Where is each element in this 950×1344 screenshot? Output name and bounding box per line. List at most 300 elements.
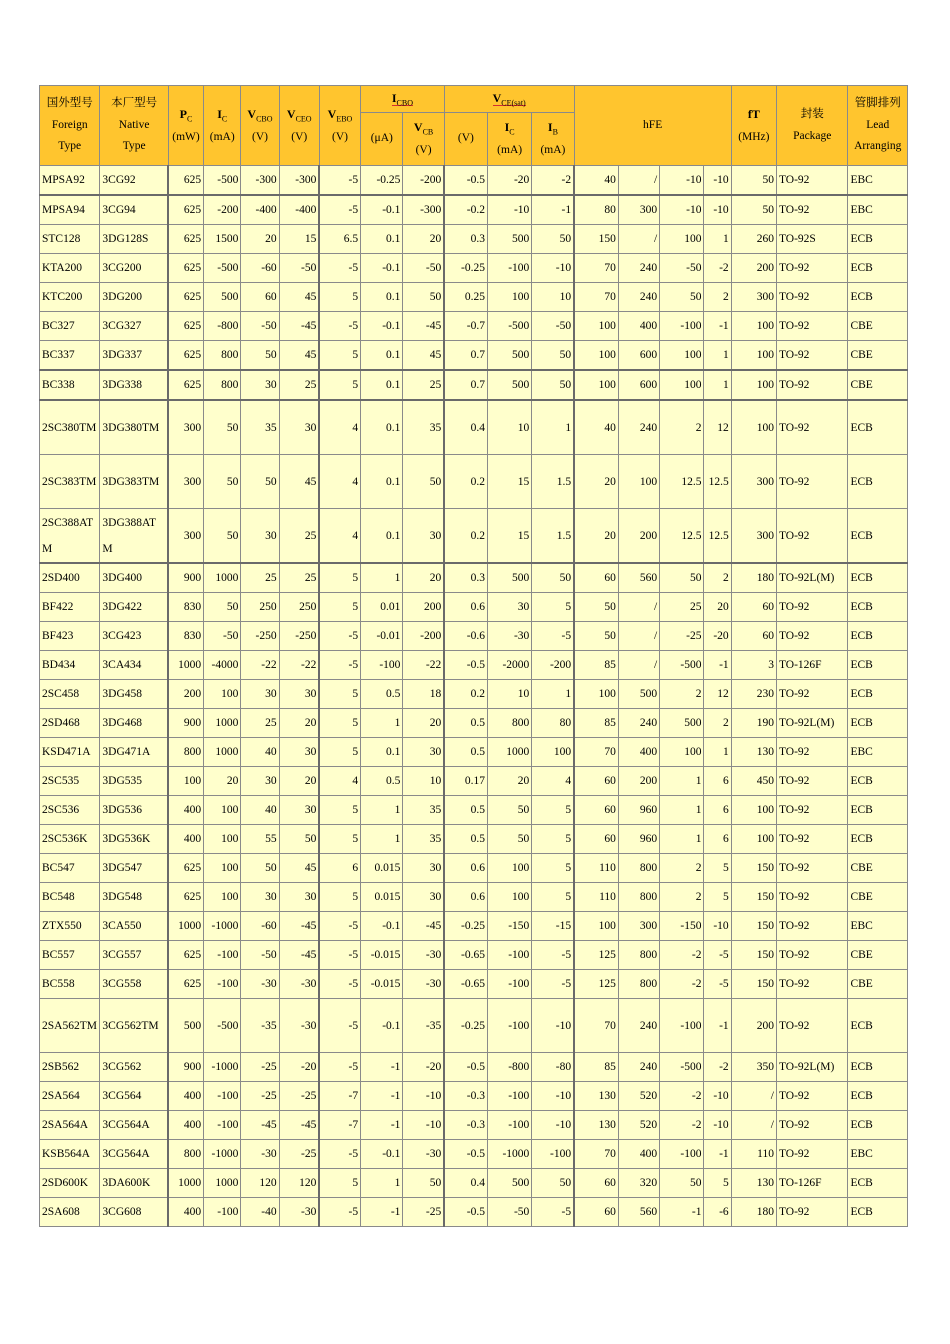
- cell-native-type: 3CA550: [100, 912, 168, 941]
- cell-native-type: 3DG536: [100, 796, 168, 825]
- cell-icbo: -0.1: [361, 999, 403, 1053]
- cell-vcb: 50: [403, 283, 444, 312]
- header-package: 封装 Package: [776, 86, 847, 166]
- cell-foreign-type: 2SD600K: [40, 1169, 100, 1198]
- cell-hfe-vce: -150: [660, 912, 704, 941]
- cell-vceo: 20: [279, 709, 319, 738]
- cell-ft: 3: [731, 651, 776, 680]
- cell-pc: 625: [168, 283, 203, 312]
- cell-vcbo: -22: [241, 651, 279, 680]
- cell-vcesat-ib: -80: [532, 1053, 574, 1082]
- cell-ft: /: [731, 1082, 776, 1111]
- cell-hfe-min: 110: [574, 883, 618, 912]
- table-header: [40, 86, 908, 166]
- cell-vcesat: -0.25: [444, 912, 487, 941]
- cell-vcesat: -0.65: [444, 970, 487, 999]
- header-vcbo: $V_{CBO}$ (V): [241, 86, 279, 166]
- cell-vcbo: 20: [241, 225, 279, 254]
- cell-vcesat: 0.7: [444, 341, 487, 371]
- cell-hfe-ic: 12.5: [704, 455, 731, 509]
- header-vcesat: $V_{CE(sat)}$: [444, 86, 574, 113]
- cell-vcesat-ic: 500: [487, 225, 531, 254]
- cell-icbo: -100: [361, 651, 403, 680]
- cell-package: TO-92S: [776, 225, 847, 254]
- cell-vcesat: -0.6: [444, 622, 487, 651]
- cell-vcbo: 50: [241, 341, 279, 371]
- cell-lead-arranging: CBE: [848, 341, 908, 371]
- cell-package: TO-92: [776, 509, 847, 564]
- header-foreign-type: 国外型号 Foreign Type: [40, 86, 100, 166]
- cell-lead-arranging: CBE: [848, 312, 908, 341]
- cell-hfe-min: 40: [574, 166, 618, 196]
- cell-ft: 60: [731, 622, 776, 651]
- cell-foreign-type: 2SC383TM: [40, 455, 100, 509]
- cell-vebo: 4: [319, 509, 360, 564]
- cell-hfe-ic: -1: [704, 651, 731, 680]
- cell-vcesat-ic: 50: [487, 796, 531, 825]
- cell-lead-arranging: CBE: [848, 970, 908, 999]
- cell-hfe-min: 80: [574, 195, 618, 225]
- cell-native-type: 3CG564A: [100, 1140, 168, 1169]
- cell-hfe-vce: 2: [660, 883, 704, 912]
- cell-native-type: 3CG200: [100, 254, 168, 283]
- cell-package: TO-92: [776, 1140, 847, 1169]
- cell-vcesat-ic: 20: [487, 767, 531, 796]
- cell-icbo: -0.1: [361, 254, 403, 283]
- cell-vcesat: 0.17: [444, 767, 487, 796]
- cell-ft: 450: [731, 767, 776, 796]
- cell-ft: 200: [731, 254, 776, 283]
- cell-vceo: -45: [279, 912, 319, 941]
- cell-lead-arranging: EBC: [848, 1140, 908, 1169]
- cell-icbo: -1: [361, 1111, 403, 1140]
- cell-package: TO-92: [776, 999, 847, 1053]
- cell-vceo: -30: [279, 970, 319, 999]
- cell-lead-arranging: ECB: [848, 509, 908, 564]
- cell-icbo: 0.1: [361, 283, 403, 312]
- cell-vcesat: 0.25: [444, 283, 487, 312]
- cell-vcesat-ib: 1: [532, 680, 574, 709]
- cell-icbo: 1: [361, 563, 403, 593]
- cell-pc: 625: [168, 254, 203, 283]
- cell-package: TO-92: [776, 1111, 847, 1140]
- cell-pc: 400: [168, 796, 203, 825]
- table-row: [40, 166, 908, 196]
- cell-hfe-vce: 100: [660, 738, 704, 767]
- table-row: [40, 593, 908, 622]
- cell-foreign-type: ZTX550: [40, 912, 100, 941]
- table-row: [40, 1169, 908, 1198]
- cell-vcesat-ib: -15: [532, 912, 574, 941]
- cell-hfe-max: 400: [618, 738, 659, 767]
- cell-ft: 100: [731, 796, 776, 825]
- cell-package: TO-92: [776, 400, 847, 455]
- cell-vceo: 45: [279, 341, 319, 371]
- cell-vcb: -10: [403, 1082, 444, 1111]
- header-native-type: 本厂型号 Native Type: [100, 86, 168, 166]
- cell-foreign-type: 2SC380TM: [40, 400, 100, 455]
- cell-hfe-vce: 100: [660, 370, 704, 400]
- cell-vcesat: -0.65: [444, 941, 487, 970]
- cell-ic: 500: [204, 283, 241, 312]
- cell-package: TO-92: [776, 166, 847, 196]
- cell-pc: 830: [168, 593, 203, 622]
- cell-vcesat-ic: 15: [487, 455, 531, 509]
- cell-vcbo: 40: [241, 738, 279, 767]
- cell-hfe-max: /: [618, 225, 659, 254]
- cell-ic: -800: [204, 312, 241, 341]
- cell-package: TO-92: [776, 854, 847, 883]
- cell-vcesat: 0.6: [444, 883, 487, 912]
- cell-vcesat-ic: 500: [487, 341, 531, 371]
- header-vebo: $V_{EBO}$ (V): [319, 86, 360, 166]
- cell-hfe-ic: -20: [704, 622, 731, 651]
- cell-ic: 50: [204, 400, 241, 455]
- cell-native-type: 3DG383TM: [100, 455, 168, 509]
- cell-vcesat-ic: -20: [487, 166, 531, 196]
- cell-ic: -100: [204, 970, 241, 999]
- cell-ft: 150: [731, 941, 776, 970]
- cell-icbo: 0.5: [361, 767, 403, 796]
- cell-hfe-min: 85: [574, 1053, 618, 1082]
- cell-vcbo: 60: [241, 283, 279, 312]
- cell-native-type: 3DA600K: [100, 1169, 168, 1198]
- cell-vcesat-ic: -10: [487, 195, 531, 225]
- cell-hfe-ic: 12.5: [704, 509, 731, 564]
- cell-vcb: 50: [403, 455, 444, 509]
- cell-vcesat-ib: 5: [532, 796, 574, 825]
- cell-icbo: -1: [361, 1082, 403, 1111]
- cell-native-type: 3DG422: [100, 593, 168, 622]
- cell-hfe-ic: 5: [704, 854, 731, 883]
- cell-pc: 300: [168, 455, 203, 509]
- cell-hfe-vce: 50: [660, 283, 704, 312]
- cell-vcesat: 0.2: [444, 509, 487, 564]
- cell-vcesat: -0.25: [444, 999, 487, 1053]
- cell-vcb: 35: [403, 400, 444, 455]
- cell-vebo: 5: [319, 563, 360, 593]
- cell-vcesat-ic: 10: [487, 400, 531, 455]
- header-icbo-unit: (μA): [361, 113, 403, 166]
- cell-ft: 230: [731, 680, 776, 709]
- cell-ic: -100: [204, 1082, 241, 1111]
- cell-vcesat-ib: -5: [532, 970, 574, 999]
- cell-icbo: -1: [361, 1198, 403, 1227]
- cell-ft: /: [731, 1111, 776, 1140]
- cell-hfe-vce: 2: [660, 400, 704, 455]
- cell-hfe-min: 125: [574, 970, 618, 999]
- cell-package: TO-92: [776, 341, 847, 371]
- cell-hfe-min: 100: [574, 680, 618, 709]
- cell-ic: 1000: [204, 709, 241, 738]
- cell-vcb: 10: [403, 767, 444, 796]
- cell-vcbo: -400: [241, 195, 279, 225]
- cell-vcesat: -0.3: [444, 1082, 487, 1111]
- cell-foreign-type: 2SC458: [40, 680, 100, 709]
- table-row: [40, 370, 908, 400]
- cell-vcesat-ic: 800: [487, 709, 531, 738]
- table-row: [40, 854, 908, 883]
- cell-lead-arranging: ECB: [848, 225, 908, 254]
- cell-ft: 200: [731, 999, 776, 1053]
- cell-lead-arranging: ECB: [848, 593, 908, 622]
- cell-vcbo: 25: [241, 709, 279, 738]
- cell-icbo: -0.1: [361, 912, 403, 941]
- cell-vcesat: 0.5: [444, 709, 487, 738]
- cell-lead-arranging: EBC: [848, 912, 908, 941]
- cell-native-type: 3DG536K: [100, 825, 168, 854]
- cell-vcesat-ic: -100: [487, 1082, 531, 1111]
- cell-ft: 110: [731, 1140, 776, 1169]
- cell-package: TO-92: [776, 254, 847, 283]
- cell-ic: -50: [204, 622, 241, 651]
- cell-vcesat-ib: -1: [532, 195, 574, 225]
- cell-vcesat-ib: -10: [532, 1082, 574, 1111]
- cell-lead-arranging: ECB: [848, 254, 908, 283]
- cell-vcesat-ib: 1: [532, 400, 574, 455]
- cell-vcbo: 35: [241, 400, 279, 455]
- cell-vebo: 5: [319, 709, 360, 738]
- cell-hfe-min: 150: [574, 225, 618, 254]
- cell-ic: 50: [204, 509, 241, 564]
- cell-lead-arranging: ECB: [848, 767, 908, 796]
- cell-package: TO-92: [776, 1082, 847, 1111]
- cell-hfe-max: 240: [618, 709, 659, 738]
- cell-vcesat-ic: 10: [487, 680, 531, 709]
- cell-icbo: -0.015: [361, 970, 403, 999]
- cell-native-type: 3DG547: [100, 854, 168, 883]
- cell-ft: 190: [731, 709, 776, 738]
- cell-vebo: 4: [319, 767, 360, 796]
- cell-foreign-type: BD434: [40, 651, 100, 680]
- cell-vcesat: 0.6: [444, 593, 487, 622]
- cell-hfe-vce: 500: [660, 709, 704, 738]
- cell-vcesat-ib: 50: [532, 1169, 574, 1198]
- cell-ic: 1000: [204, 563, 241, 593]
- cell-vceo: -45: [279, 1111, 319, 1140]
- cell-icbo: 1: [361, 796, 403, 825]
- cell-vceo: 45: [279, 854, 319, 883]
- header-pc: $P_C$ (mW): [168, 86, 203, 166]
- cell-ft: 50: [731, 166, 776, 196]
- cell-pc: 625: [168, 341, 203, 371]
- cell-hfe-min: 70: [574, 999, 618, 1053]
- cell-native-type: 3CG562TM: [100, 999, 168, 1053]
- cell-ic: 1000: [204, 1169, 241, 1198]
- cell-hfe-vce: 25: [660, 593, 704, 622]
- cell-foreign-type: 2SC535: [40, 767, 100, 796]
- cell-vceo: 30: [279, 738, 319, 767]
- header-vceo: $V_{CEO}$ (V): [279, 86, 319, 166]
- cell-pc: 400: [168, 1198, 203, 1227]
- cell-vceo: -45: [279, 941, 319, 970]
- cell-vcb: -22: [403, 651, 444, 680]
- cell-vcesat-ic: -30: [487, 622, 531, 651]
- cell-vcbo: 30: [241, 370, 279, 400]
- cell-vcb: 18: [403, 680, 444, 709]
- cell-package: TO-92: [776, 455, 847, 509]
- cell-hfe-max: 560: [618, 563, 659, 593]
- cell-hfe-min: 70: [574, 254, 618, 283]
- cell-vcb: 20: [403, 225, 444, 254]
- cell-hfe-max: 100: [618, 455, 659, 509]
- cell-package: TO-92: [776, 370, 847, 400]
- cell-hfe-max: 400: [618, 312, 659, 341]
- cell-foreign-type: 2SA562TM: [40, 999, 100, 1053]
- cell-pc: 800: [168, 738, 203, 767]
- cell-lead-arranging: ECB: [848, 283, 908, 312]
- cell-hfe-min: 70: [574, 1140, 618, 1169]
- cell-pc: 1000: [168, 651, 203, 680]
- transistor-table-sheet: [39, 85, 908, 1227]
- cell-foreign-type: BC338: [40, 370, 100, 400]
- cell-hfe-vce: 12.5: [660, 455, 704, 509]
- cell-native-type: 3DG400: [100, 563, 168, 593]
- cell-vcb: 30: [403, 854, 444, 883]
- cell-native-type: 3CG562: [100, 1053, 168, 1082]
- cell-lead-arranging: ECB: [848, 400, 908, 455]
- cell-vcesat-ib: -50: [532, 312, 574, 341]
- cell-vcesat-ib: 1.5: [532, 509, 574, 564]
- cell-lead-arranging: EBC: [848, 738, 908, 767]
- cell-foreign-type: BC557: [40, 941, 100, 970]
- cell-pc: 625: [168, 166, 203, 196]
- cell-icbo: 0.1: [361, 400, 403, 455]
- cell-vebo: -5: [319, 651, 360, 680]
- cell-foreign-type: BC558: [40, 970, 100, 999]
- cell-lead-arranging: CBE: [848, 941, 908, 970]
- cell-vceo: -20: [279, 1053, 319, 1082]
- cell-hfe-min: 60: [574, 796, 618, 825]
- cell-package: TO-126F: [776, 651, 847, 680]
- cell-hfe-vce: 100: [660, 225, 704, 254]
- cell-vcbo: -50: [241, 941, 279, 970]
- cell-ic: -500: [204, 166, 241, 196]
- cell-vcb: -50: [403, 254, 444, 283]
- cell-vcb: 20: [403, 563, 444, 593]
- cell-vcb: 45: [403, 341, 444, 371]
- cell-hfe-vce: -50: [660, 254, 704, 283]
- cell-vebo: -5: [319, 195, 360, 225]
- table-row: [40, 1082, 908, 1111]
- cell-vcesat-ib: -5: [532, 622, 574, 651]
- cell-hfe-min: 70: [574, 283, 618, 312]
- table-row: [40, 1198, 908, 1227]
- cell-vcbo: 40: [241, 796, 279, 825]
- cell-pc: 1000: [168, 912, 203, 941]
- cell-native-type: 3CG327: [100, 312, 168, 341]
- cell-icbo: 0.1: [361, 341, 403, 371]
- cell-hfe-max: 960: [618, 825, 659, 854]
- cell-vcesat-ib: 50: [532, 341, 574, 371]
- cell-foreign-type: 2SD400: [40, 563, 100, 593]
- cell-icbo: -0.1: [361, 195, 403, 225]
- cell-foreign-type: BC337: [40, 341, 100, 371]
- cell-vcesat-ic: 100: [487, 883, 531, 912]
- cell-vebo: -5: [319, 912, 360, 941]
- cell-hfe-vce: -2: [660, 941, 704, 970]
- cell-native-type: 3CG564A: [100, 1111, 168, 1140]
- cell-lead-arranging: ECB: [848, 1053, 908, 1082]
- cell-icbo: 1: [361, 709, 403, 738]
- cell-icbo: 0.1: [361, 225, 403, 254]
- cell-icbo: 0.1: [361, 455, 403, 509]
- cell-vcesat: -0.5: [444, 651, 487, 680]
- cell-vcbo: -45: [241, 1111, 279, 1140]
- cell-native-type: 3DG548: [100, 883, 168, 912]
- cell-ic: 100: [204, 796, 241, 825]
- cell-vcesat-ib: 50: [532, 563, 574, 593]
- cell-lead-arranging: ECB: [848, 1198, 908, 1227]
- cell-native-type: 3DG200: [100, 283, 168, 312]
- cell-hfe-ic: -10: [704, 195, 731, 225]
- cell-ic: 1000: [204, 738, 241, 767]
- header-ic: $I_C$ (mA): [204, 86, 241, 166]
- table-row: [40, 767, 908, 796]
- cell-vcesat: -0.5: [444, 166, 487, 196]
- cell-pc: 500: [168, 999, 203, 1053]
- cell-native-type: 3CG557: [100, 941, 168, 970]
- cell-hfe-max: 320: [618, 1169, 659, 1198]
- cell-hfe-max: 520: [618, 1111, 659, 1140]
- header-vcesat-ic: $I_C$ (mA): [487, 113, 531, 166]
- cell-pc: 100: [168, 767, 203, 796]
- cell-native-type: 3DG471A: [100, 738, 168, 767]
- cell-vcb: -45: [403, 912, 444, 941]
- cell-ft: 150: [731, 970, 776, 999]
- cell-vceo: 25: [279, 370, 319, 400]
- cell-hfe-ic: 6: [704, 767, 731, 796]
- cell-vceo: -300: [279, 166, 319, 196]
- cell-hfe-ic: -1: [704, 1140, 731, 1169]
- cell-vcb: -200: [403, 622, 444, 651]
- cell-package: TO-92: [776, 738, 847, 767]
- cell-vebo: 5: [319, 370, 360, 400]
- cell-vcbo: -250: [241, 622, 279, 651]
- cell-hfe-min: 125: [574, 941, 618, 970]
- cell-hfe-vce: -100: [660, 999, 704, 1053]
- cell-vcb: -30: [403, 970, 444, 999]
- table-row: [40, 941, 908, 970]
- cell-hfe-ic: 2: [704, 563, 731, 593]
- cell-hfe-vce: -1: [660, 1198, 704, 1227]
- cell-hfe-max: 520: [618, 1082, 659, 1111]
- header-vcesat-ib: $I_B$ (mA): [532, 113, 574, 166]
- cell-pc: 625: [168, 941, 203, 970]
- cell-hfe-min: 130: [574, 1111, 618, 1140]
- cell-hfe-min: 60: [574, 825, 618, 854]
- cell-hfe-min: 100: [574, 312, 618, 341]
- cell-vceo: -30: [279, 1198, 319, 1227]
- cell-hfe-ic: 5: [704, 883, 731, 912]
- cell-vcbo: -25: [241, 1053, 279, 1082]
- cell-native-type: 3DG458: [100, 680, 168, 709]
- cell-vcesat: 0.4: [444, 400, 487, 455]
- header-icbo: $I_{CBO}$: [361, 86, 445, 113]
- header-vcesat-unit: (V): [444, 113, 487, 166]
- cell-hfe-max: 240: [618, 254, 659, 283]
- cell-vebo: -5: [319, 622, 360, 651]
- cell-native-type: 3CG564: [100, 1082, 168, 1111]
- cell-vebo: 4: [319, 400, 360, 455]
- cell-vcesat-ib: -10: [532, 254, 574, 283]
- cell-vceo: -22: [279, 651, 319, 680]
- cell-vcesat-ib: -2: [532, 166, 574, 196]
- cell-native-type: 3CA434: [100, 651, 168, 680]
- cell-lead-arranging: ECB: [848, 563, 908, 593]
- cell-ft: 150: [731, 883, 776, 912]
- cell-lead-arranging: ECB: [848, 999, 908, 1053]
